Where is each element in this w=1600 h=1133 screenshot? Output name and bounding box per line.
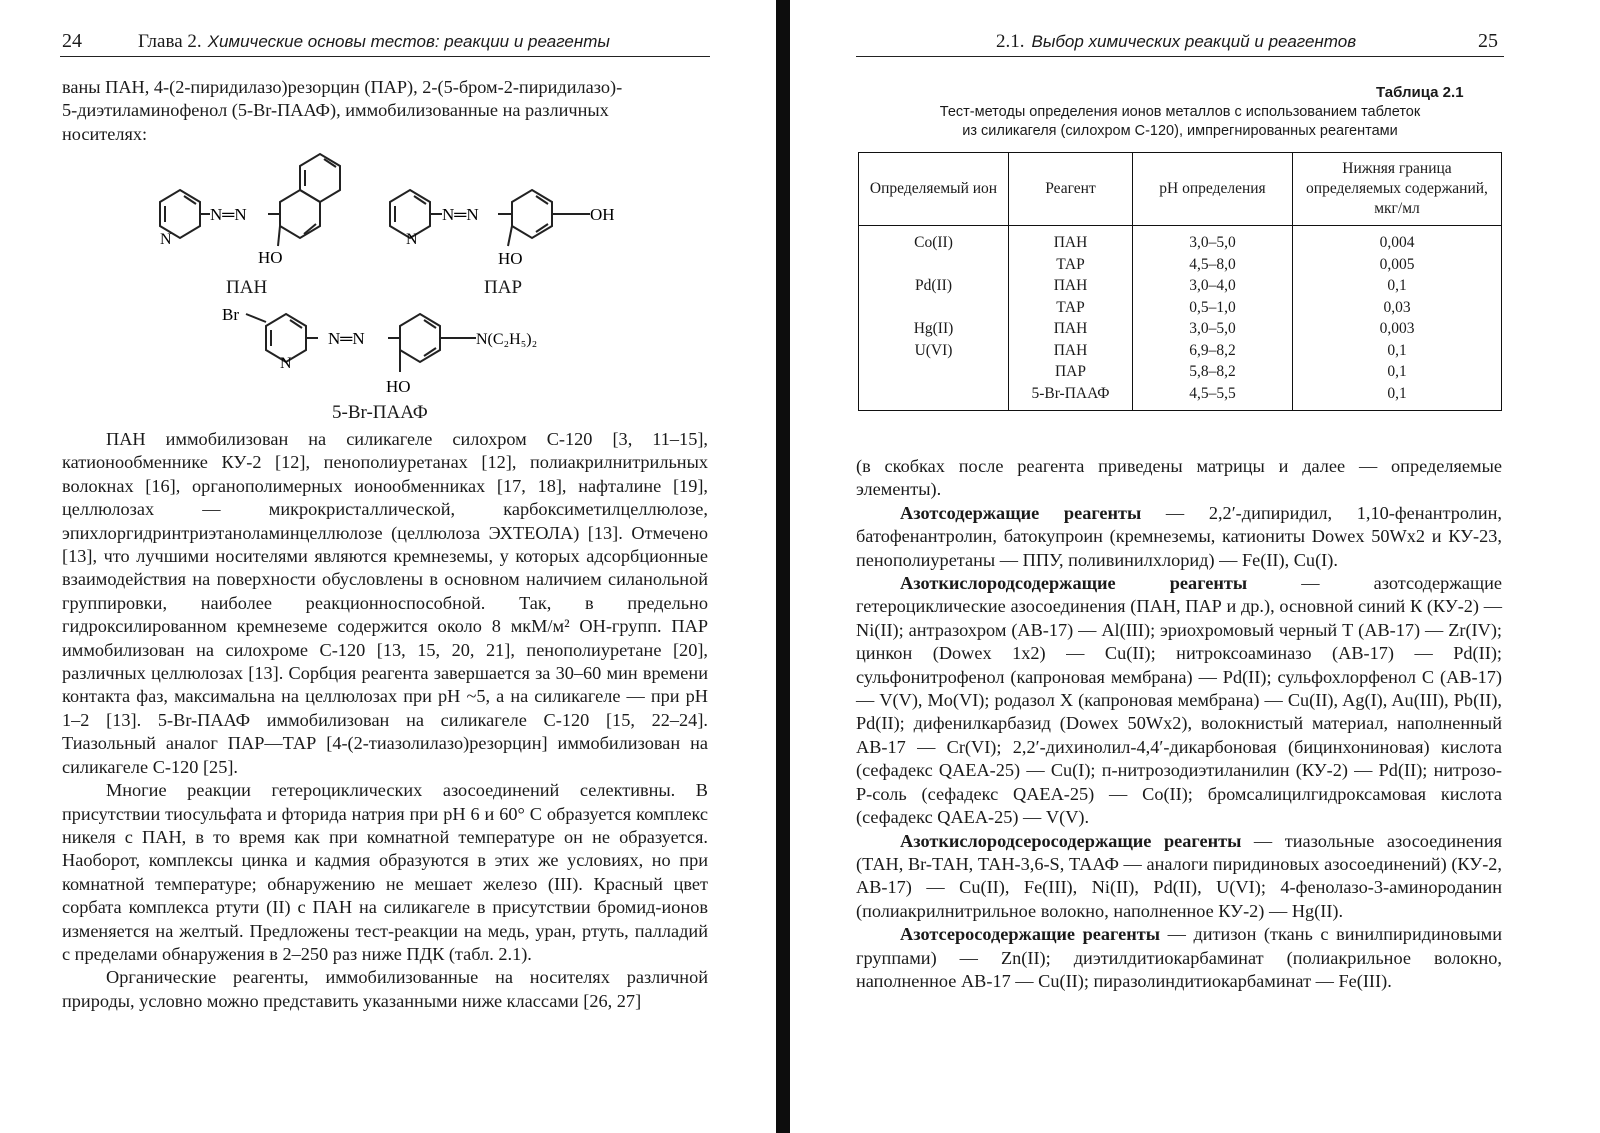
- limit-cell: 0,005: [1379, 255, 1415, 273]
- left-running-head: [62, 30, 610, 53]
- left-header-rule: [60, 56, 710, 57]
- br-paaf-oh: HO: [386, 377, 411, 396]
- section-title: Азотсодержащие реагенты: [900, 502, 1142, 523]
- reagent-cell: ПАН: [1053, 341, 1088, 359]
- right-body-text: [856, 455, 1502, 993]
- ph-column: [1133, 226, 1293, 411]
- section-title: Азоткислородсодержащие реагенты: [900, 573, 1248, 594]
- right-page: [790, 0, 1600, 1133]
- section-title: Азоткислородсеросодержащие реагенты: [900, 830, 1242, 851]
- reagent-cell: ПАН: [1053, 320, 1088, 337]
- intro-text: [62, 76, 708, 146]
- pan-oh: HO: [258, 248, 283, 267]
- note-paragraph: (в скобках после реагента приведены матрицы и далее — определяемые элементы).: [856, 456, 1502, 500]
- reagent-cell: ТАР: [1056, 255, 1085, 273]
- br-paaf-amine: N(C₂H₅)₂: [476, 331, 538, 348]
- section-text: — азотсодержащие гетероциклические азосоединения (ПАН, ПАР и др.), основной синий К (КУ-2) — Ni(II); антразохром (АВ-17) — Al(III); эриохромовый черный Т (АВ-17) — Zr(IV); цинкон (Dowex 1x2) — Cu(II); нитроксоаминазо (АВ-17) — Pd(II); сульфонитрофенол (капроновая мембрана) — Pd(II); сульфохлорфенол С (АВ-17) — V(V), Mo(VI); родазол X (капроновая мембрана) — Cu(II), Ag(I), Au(III), Pb(II), Pd(II); дифенилкарбазид (Dowex 50Wx2), волокнистый материал, наполненный АВ-17 — Cr(VI); 2,2′-дихинолил-4,4′-дикарбоновая (бицинхониновая) кислота (сефадекс QAEA-25) — Cu(I); п-нитрозодиэтиланилин (КУ-2) — Pd(II); нитрозо-Р-соль (сефадекс QAEA-25) — Co(II); бромсалицилгидроксамовая кислота (сефадекс QAEA-25) — V(V).: [856, 573, 1502, 828]
- section-text: — дитизон (ткань с винилпиридиновыми группами) — Zn(II); диэтилдитиокарбаминат (полиакрильное волокно, наполненное АВ-17 — Cu(II); пиразолиндитиокарбаминат — Fe(III).: [856, 924, 1502, 991]
- book-spine-gutter: [776, 0, 790, 1133]
- ph-cell: 4,5–8,0: [1189, 255, 1236, 273]
- section-text: — тиазольные азосоединения (ТАН, Br-ТАН, ТАН-3,6-S, ТААФ — аналоги пиридиновых азосоединений) (КУ-2, АВ-17) — Cu(II), Fe(III), Ni(II), Pd(II), U(VI); 4-фенолазо-3-аминороданин (полиакрилнитрильное волокно, наполненное КУ-2) — Hg(II).: [856, 830, 1503, 921]
- limit-cell: 0,1: [1387, 277, 1407, 294]
- br-paaf-br: Br: [222, 305, 239, 324]
- running-head-title: Химические основы тестов: реакции и реагенты: [207, 32, 610, 51]
- reagent-cell: ПАР: [1054, 363, 1086, 380]
- br-paaf-label: 5-Br-ПААФ: [332, 402, 428, 423]
- table-caption-line: Тест-методы определения ионов металлов с использованием таблеток: [939, 104, 1421, 120]
- par-label: ПАР: [484, 277, 523, 298]
- section-paragraph: [856, 923, 1502, 993]
- intro-line: 5-диэтиламинофенол (5-Br-ПААФ), иммобилизованные на различных: [62, 100, 609, 121]
- header-ion: Определяемый ион: [859, 153, 1009, 226]
- left-page: [0, 0, 776, 1133]
- reagent-cell: ТАР: [1056, 298, 1085, 316]
- limit-cell: 0,1: [1387, 363, 1407, 380]
- left-body-text: [62, 428, 708, 1013]
- pan-azo: N═N: [210, 205, 247, 224]
- ion-cell: Co(II): [914, 234, 953, 251]
- paragraph: ПАН иммобилизован на силикагеле силохром С-120 [3, 11–15], катионообменнике КУ-2 [12], пенополиуретанах [12], полиакрилнитрильных волокнах [16], органополимерных ионообменниках [17, 18], нафталине [19], целлюлозах — микрокристаллической, карбоксиметилцеллюлозе, эпихлоргидринтриэтаноламинцеллюлозе (целлюлоза ЭХТЕОЛА) [13]. Отмечено [13], что лучшими носителями являются кремнеземы, у которых адсорбционные взаимодействия на поверхности обусловлены в основном наличием силанольной группировки, наиболее реакционноспособной. Так, в предельно гидроксилированном кремнеземе содержится около 8 мкМ/м² ОН-групп. ПАР иммобилизован на силохроме С-120 [13, 15, 20, 21], пенополиуретане [20], различных целлюлозах [13]. Сорбция реагента завершается за 30–60 мин времени контакта фаз, максимальна на целлюлозах при рН ~5, а на силикагеле — при рН 1–2 [13]. 5-Br-ПААФ иммобилизован на силикагеле С-120 [15, 22–24]. Тиазольный аналог ПАР—ТАР [4-(2-тиазолилазо)резорцин] иммобилизован на силикагеле С-120 [25].: [62, 429, 708, 777]
- limit-cell: 0,1: [1387, 341, 1407, 359]
- running-head-chapter: Глава 2.: [138, 31, 202, 52]
- ph-cell: 4,5–5,5: [1189, 384, 1236, 402]
- limit-cell: 0,03: [1383, 298, 1411, 316]
- pan-ring-n: N: [160, 231, 172, 248]
- header-limit: Нижняя граница определяемых содержаний, мкг/мл: [1293, 153, 1502, 226]
- running-head-section: 2.1.: [996, 31, 1025, 52]
- br-paaf-ring-n: N: [280, 355, 292, 372]
- par-oh: HO: [498, 249, 523, 268]
- ph-cell: 5,8–8,2: [1189, 363, 1236, 380]
- ion-cell: Hg(II): [913, 320, 954, 337]
- section-title: Азотсеросодержащие реагенты: [900, 924, 1161, 945]
- table-number: Таблица 2.1: [1376, 84, 1464, 101]
- limit-column: [1293, 226, 1502, 411]
- right-header-rule: [856, 56, 1504, 57]
- header-reagent: Реагент: [1009, 153, 1133, 226]
- ion-cell-empty: [863, 361, 1004, 404]
- par-structure: [380, 170, 640, 270]
- reagent-cell: 5-Br-ПААФ: [1031, 384, 1110, 402]
- limit-cell: 0,004: [1379, 234, 1415, 251]
- par-azo: N═N: [442, 205, 479, 224]
- paragraph: Органические реагенты, иммобилизованные на носителях различной природы, условно можно представить указанными ниже классами [26, 27]: [62, 967, 708, 1011]
- metal-ion-table: [858, 152, 1502, 411]
- limit-cell: 0,003: [1379, 320, 1415, 337]
- pan-label: ПАН: [226, 277, 268, 298]
- br-paaf-azo: N═N: [328, 329, 365, 348]
- ion-cell-empty: [863, 254, 1004, 276]
- ion-column: [859, 226, 1009, 411]
- header-ph: рН определения: [1133, 153, 1293, 226]
- reagent-cell: ПАН: [1053, 234, 1088, 251]
- intro-line: ваны ПАН, 4-(2-пиридилазо)резорцин (ПАР), 2-(5-бром-2-пиридилазо)-: [62, 77, 623, 97]
- ion-cell-empty: [863, 297, 1004, 319]
- paragraph: Многие реакции гетероциклических азосоединений селективны. В присутствии тиосульфата и фторида натрия при рН 6 и 60° С образуется комплекс никеля с ПАН, в то время как при комнатной температуре он не образуется. Наоборот, комплексы цинка и кадмия образуются в этих же условиях, но при комнатной температуре; обнаружению не мешает железо (III). Красный цвет сорбата комплекса ртути (II) с ПАН на силикагеле в присутствии бромид-ионов изменяется на желтый. Предложены тест-реакции на медь, уран, ртуть, палладий с пределами обнаружения в 2–250 раз ниже ПДК (табл. 2.1).: [62, 780, 708, 964]
- section-paragraph: [856, 572, 1502, 829]
- right-running-head: [996, 30, 1498, 53]
- ph-cell: 3,0–4,0: [1189, 277, 1236, 294]
- running-head-section-title: Выбор химических реакций и реагентов: [1031, 32, 1357, 51]
- ion-cell: Pd(II): [914, 277, 953, 294]
- reagent-cell: ПАН: [1053, 277, 1088, 294]
- table-body-row: [859, 226, 1502, 411]
- ph-cell: 6,9–8,2: [1189, 341, 1236, 359]
- limit-cell: 0,1: [1387, 384, 1407, 402]
- ion-cell: U(VI): [914, 341, 953, 359]
- reagent-column: [1009, 226, 1133, 411]
- ph-cell: 0,5–1,0: [1189, 298, 1236, 316]
- par-oh-para: OH: [590, 205, 615, 224]
- left-page-number: 24: [62, 30, 82, 52]
- section-text: — 2,2′-дипиридил, 1,10-фенантролин, батофенантролин, батокупроин (кремнеземы, катиониты Dowex 50Wx2 и КУ-23, пенополиуретаны — ППУ, поливинилхлорид) — Fe(II), Cu(I).: [856, 502, 1502, 570]
- ph-cell: 3,0–5,0: [1189, 234, 1236, 251]
- table-caption: [860, 103, 1500, 141]
- intro-line: носителях:: [62, 123, 148, 144]
- table-caption-line: из силикагеля (силохром С-120), импрегнированных реагентами: [962, 123, 1398, 139]
- section-paragraph: [856, 830, 1502, 924]
- ph-cell: 3,0–5,0: [1189, 320, 1236, 337]
- par-ring-n: N: [406, 231, 418, 248]
- br-paaf-structure: [222, 298, 562, 398]
- right-page-number: 25: [1478, 30, 1498, 52]
- section-paragraph: [856, 502, 1502, 572]
- pan-structure: [140, 150, 380, 270]
